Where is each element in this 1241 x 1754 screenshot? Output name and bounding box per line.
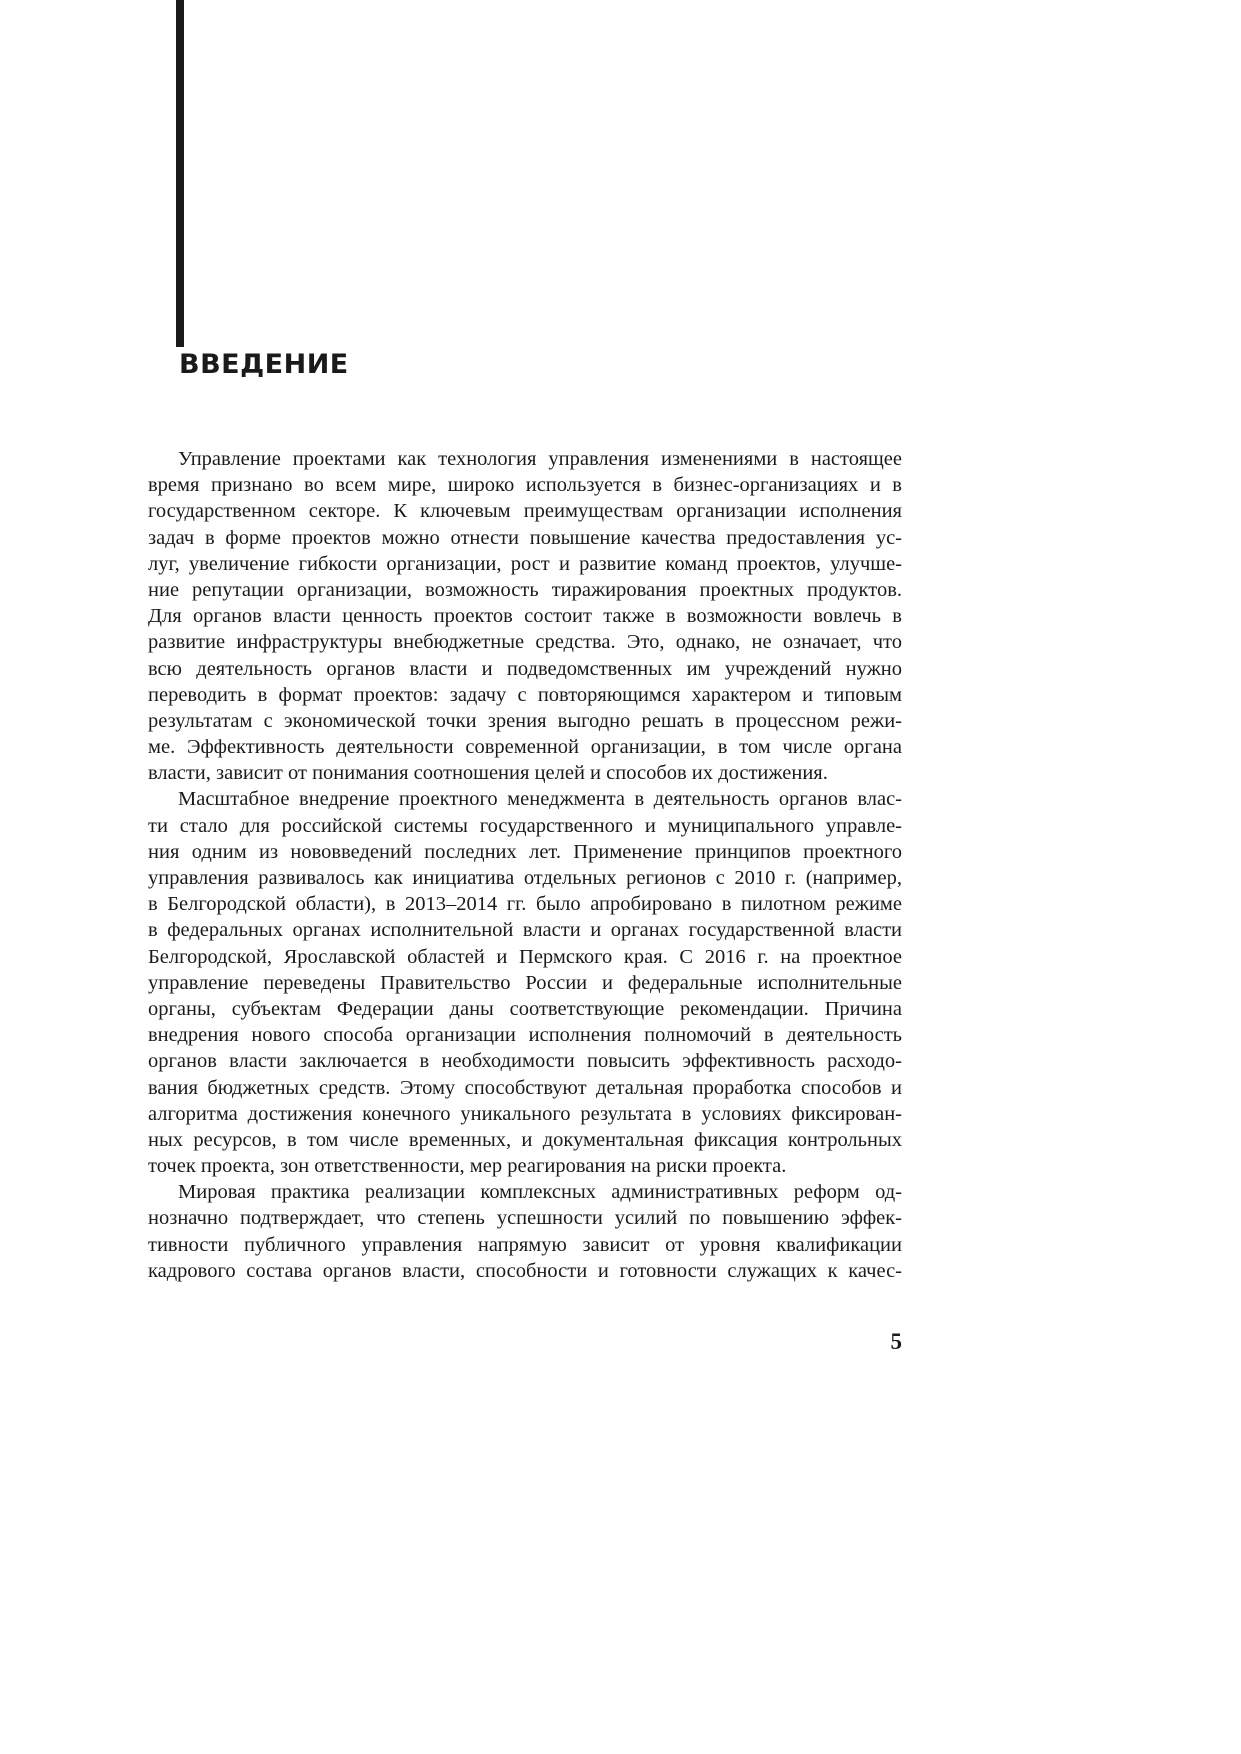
text-line: ние репутации организации, возможность тиражирования проектных продуктов. <box>148 578 902 601</box>
text-line: задач в форме проектов можно отнести повышение качества предоставления ус- <box>148 526 902 549</box>
text-line: результатам с экономической точки зрения выгодно решать в процессном режи- <box>148 709 902 732</box>
text-line: луг, увеличение гибкости организации, рост и развитие команд проектов, улучше- <box>148 552 902 575</box>
body-text <box>148 446 902 1284</box>
page-number: 5 <box>890 1329 902 1354</box>
text-line: государственном секторе. К ключевым преимуществам организации исполнения <box>148 500 902 523</box>
text-line: Для органов власти ценность проектов состоит также в возможности вовлечь в <box>148 605 902 628</box>
text-line: нозначно подтверждает, что степень успешности усилий по повышению эффек- <box>148 1207 902 1230</box>
text-line: управления развивалось как инициатива отдельных регионов с 2010 г. (например, <box>148 867 902 889</box>
paragraph <box>148 786 902 1179</box>
text-line: кадрового состава органов власти, способности и готовности служащих к качес- <box>148 1259 902 1282</box>
paragraph <box>148 1179 902 1284</box>
text-line: Мировая практика реализации комплексных административных реформ од- <box>178 1181 902 1204</box>
text-line: органов власти заключается в необходимости повысить эффективность расходо- <box>148 1050 902 1073</box>
text-line: власти, зависит от понимания соотношения целей и способов их достижения. <box>148 762 828 785</box>
paragraph <box>148 446 902 786</box>
text-line: точек проекта, зон ответственности, мер реагирования на риски проекта. <box>148 1155 787 1178</box>
text-line: ти стало для российской системы государственного и муниципального управле- <box>148 814 902 837</box>
text-line: ме. Эффективность деятельности современной организации, в том числе органа <box>148 736 902 759</box>
text-line: Белгородской, Ярославской областей и Пермского края. С 2016 г. на проектное <box>148 945 902 968</box>
text-line: время признано во всем мире, широко используется в бизнес-организациях и в <box>148 474 902 497</box>
text-line: вания бюджетных средств. Этому способствуют детальная проработка способов и <box>148 1076 902 1099</box>
text-line: управление переведены Правительство России и федеральные исполнительные <box>148 971 902 994</box>
text-line: переводить в формат проектов: задачу с повторяющимся характером и типовым <box>148 683 902 706</box>
chapter-heading: ВВЕДЕНИЕ <box>179 349 349 380</box>
text-line: органы, субъектам Федерации даны соответствующие рекомендации. Причина <box>148 997 902 1020</box>
text-line: Масштабное внедрение проектного менеджмента в деятельность органов влас- <box>178 788 902 811</box>
text-line: в Белгородской области), в 2013–2014 гг. было апробировано в пилотном режиме <box>148 893 902 916</box>
text-line: ных ресурсов, в том числе временных, и документальная фиксация контрольных <box>148 1128 902 1151</box>
text-line: тивности публичного управления напрямую зависит от уровня квалификации <box>148 1233 902 1256</box>
text-line: ния одним из нововведений последних лет. Применение принципов проектного <box>148 840 902 863</box>
text-line: всю деятельность органов власти и подведомственных им учреждений нужно <box>148 657 902 680</box>
text-line: в федеральных органах исполнительной власти и органах государственной власти <box>148 919 902 942</box>
text-line: Управление проектами как технология управления изменениями в настоящее <box>178 448 902 470</box>
text-line: развитие инфраструктуры внебюджетные средства. Это, однако, не означает, что <box>148 631 902 654</box>
text-line: внедрения нового способа организации исполнения полномочий в деятельность <box>148 1024 902 1047</box>
chapter-marker-bar <box>176 0 184 347</box>
text-line: алгоритма достижения конечного уникального результата в условиях фиксирован- <box>148 1102 902 1125</box>
